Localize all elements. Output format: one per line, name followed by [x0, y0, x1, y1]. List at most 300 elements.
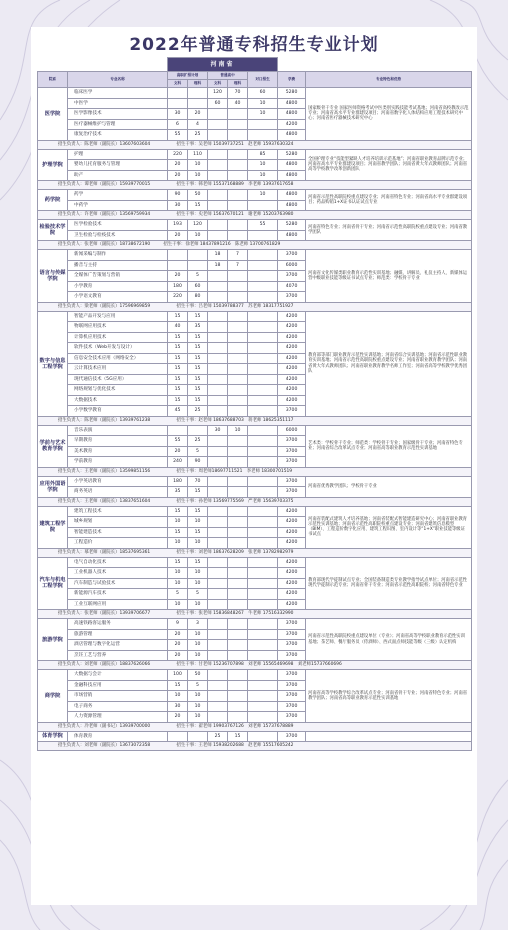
plan-cell: 10 — [168, 568, 188, 579]
plan-cell: 120 — [188, 220, 208, 231]
major-cell: 助产 — [68, 170, 168, 181]
plan-cell — [208, 680, 228, 691]
fee-cell: 4800 — [278, 190, 306, 201]
plan-cell — [248, 701, 278, 712]
table-row — [38, 149, 472, 160]
plan-cell — [208, 506, 228, 517]
fee-cell: 5280 — [278, 220, 306, 231]
major-cell: 酒店管理与数字化运营 — [68, 640, 168, 651]
major-cell: 工业机器人技术 — [68, 568, 168, 579]
major-cell: 卫生检验与检疫技术 — [68, 230, 168, 241]
plan-cell — [248, 457, 278, 468]
contact-info: 招生负责人：陈老师（副院长）13939761238 招生干事：赵老师 18637688703 蒋老师 18625351117 — [38, 416, 472, 425]
fee-cell: 4200 — [278, 557, 306, 568]
major-cell: 烹饪工艺与营养 — [68, 650, 168, 661]
plan-cell: 3 — [188, 619, 208, 630]
fee-cell: 6000 — [278, 425, 306, 436]
plan-cell — [208, 517, 228, 528]
fee-cell: 3700 — [278, 680, 306, 691]
plan-cell: 10 — [188, 160, 208, 171]
plan-cell — [228, 160, 248, 171]
plan-cell — [248, 271, 278, 282]
fee-cell: 4200 — [278, 343, 306, 354]
contact-info: 招生负责人：王老师（副院长）13837651604 招生干事：孙老师 13569775569 严老师 15639703375 — [38, 497, 472, 506]
plan-cell: 180 — [168, 281, 188, 292]
plan-cell: 40 — [168, 322, 188, 333]
sub-header: 文科 — [168, 80, 188, 88]
features-cell: 全国护理专业“技能型紧缺人才培养培训示范基地”；河南省职业教育品牌示范专业；河南省高水平专业群建设项目；河南省教学团队；河南省黄大年式教师团队；河南省高等学校教学改革创新团队 — [306, 149, 472, 181]
fee-cell: 4200 — [278, 332, 306, 343]
fee-cell: 3700 — [278, 629, 306, 640]
plan-cell — [228, 220, 248, 231]
plan-cell — [228, 130, 248, 141]
fee-cell: 4800 — [278, 230, 306, 241]
plan-cell: 40 — [228, 98, 248, 109]
plan-cell — [228, 457, 248, 468]
plan-cell — [228, 640, 248, 651]
college-cell: 药学院 — [38, 190, 68, 211]
plan-cell — [208, 281, 228, 292]
college-cell: 检验技术学院 — [38, 220, 68, 241]
major-cell: 金融科技应用 — [68, 680, 168, 691]
plan-cell: 10 — [188, 691, 208, 702]
major-cell: 高速铁路客运服务 — [68, 619, 168, 630]
college-cell: 护理学院 — [38, 149, 68, 181]
major-cell: 学前教育 — [68, 457, 168, 468]
plan-cell — [248, 250, 278, 261]
plan-cell: 15 — [228, 731, 248, 742]
major-cell: 音乐表演 — [68, 425, 168, 436]
plan-cell — [248, 731, 278, 742]
plan-cell — [228, 670, 248, 681]
plan-cell: 60 — [188, 281, 208, 292]
contact-info: 招生负责人：许老师（副院长）13569759934 招生干事：史老师 15637670121 谢老师 15203763980 — [38, 211, 472, 220]
plan-cell: 5 — [188, 271, 208, 282]
plan-cell: 15 — [188, 353, 208, 364]
plan-cell — [168, 88, 188, 99]
plan-cell — [208, 385, 228, 396]
fee-cell: 4200 — [278, 374, 306, 385]
college-cell: 医学院 — [38, 88, 68, 141]
plan-cell: 25 — [188, 406, 208, 417]
sub-header: 文科 — [208, 80, 228, 88]
contact-row — [38, 467, 472, 476]
plan-cell — [168, 260, 188, 271]
major-header: 专业名称 — [68, 72, 168, 88]
plan-cell: 18 — [208, 260, 228, 271]
fee-cell: 3700 — [278, 250, 306, 261]
plan-cell — [248, 364, 278, 375]
major-cell: 建筑工程技术 — [68, 506, 168, 517]
major-cell: 早期教育 — [68, 436, 168, 447]
plan-cell — [248, 322, 278, 333]
plan-cell — [208, 527, 228, 538]
major-cell: 康复治疗技术 — [68, 130, 168, 141]
plan-cell: 10 — [188, 712, 208, 723]
contact-row — [38, 742, 472, 751]
plan-cell — [188, 250, 208, 261]
fee-cell: 3700 — [278, 691, 306, 702]
plan-cell — [228, 701, 248, 712]
plan-cell — [248, 557, 278, 568]
college-cell: 建筑工程学院 — [38, 506, 68, 548]
plan-cell: 30 — [208, 425, 228, 436]
plan-cell — [228, 629, 248, 640]
plan-cell: 10 — [188, 517, 208, 528]
plan-cell — [228, 680, 248, 691]
plan-cell — [228, 619, 248, 630]
fee-cell: 3700 — [278, 712, 306, 723]
features-header: 专业特色和优势 — [306, 72, 472, 88]
major-cell: 播音与主持 — [68, 260, 168, 271]
plan-cell: 15 — [188, 527, 208, 538]
plan-cell — [228, 281, 248, 292]
plan-cell: 20 — [168, 629, 188, 640]
plan-cell: 15 — [168, 506, 188, 517]
plan-cell — [208, 395, 228, 406]
plan-cell — [188, 260, 208, 271]
contact-row — [38, 497, 472, 506]
plan-cell: 45 — [168, 406, 188, 417]
plan-cell: 10 — [168, 517, 188, 528]
plan-cell — [248, 650, 278, 661]
fee-cell: 3700 — [278, 619, 306, 630]
major-cell: 医学影像技术 — [68, 109, 168, 120]
plan-cell: 15 — [188, 395, 208, 406]
plan-cell: 5 — [188, 589, 208, 600]
major-cell: 软件技术（Web开发与设计） — [68, 343, 168, 354]
plan-cell: 15 — [168, 527, 188, 538]
plan-cell — [208, 230, 228, 241]
plan-cell — [228, 517, 248, 528]
plan-cell: 10 — [188, 640, 208, 651]
plan-cell: 30 — [168, 200, 188, 211]
general-group-header: 普通高中 — [208, 72, 248, 80]
plan-cell: 10 — [188, 538, 208, 549]
plan-cell: 15 — [168, 374, 188, 385]
table-row — [38, 190, 472, 201]
page-title: 2022年普通专科招生专业计划 — [129, 35, 379, 55]
major-cell: 新能源汽车技术 — [68, 589, 168, 600]
fee-cell: 4800 — [278, 200, 306, 211]
plan-cell: 60 — [208, 98, 228, 109]
fee-cell: 5280 — [278, 149, 306, 160]
plan-cell — [168, 731, 188, 742]
fee-cell: 4200 — [278, 385, 306, 396]
fee-cell: 4200 — [278, 311, 306, 322]
fee-cell: 3700 — [278, 731, 306, 742]
plan-cell — [208, 691, 228, 702]
contact-row — [38, 302, 472, 311]
plan-cell: 10 — [188, 568, 208, 579]
plan-cell — [228, 292, 248, 303]
major-cell: 大数据技术 — [68, 395, 168, 406]
plan-cell: 60 — [248, 88, 278, 99]
major-cell: 工业互联网应用 — [68, 599, 168, 610]
fee-cell: 4800 — [278, 98, 306, 109]
plan-cell — [168, 250, 188, 261]
plan-cell: 15 — [168, 385, 188, 396]
major-cell: 物联网应用技术 — [68, 322, 168, 333]
plan-cell — [248, 629, 278, 640]
fee-cell: 3700 — [278, 457, 306, 468]
plan-cell — [208, 149, 228, 160]
table-row — [38, 557, 472, 568]
contact-row — [38, 241, 472, 250]
plan-cell: 15 — [168, 364, 188, 375]
plan-cell — [248, 487, 278, 498]
fee-cell: 4200 — [278, 322, 306, 333]
plan-cell: 15 — [188, 311, 208, 322]
college-cell: 语言与传媒学院 — [38, 250, 68, 303]
major-cell: 体育教育 — [68, 731, 168, 742]
contact-row — [38, 661, 472, 670]
plan-cell — [208, 190, 228, 201]
plan-cell — [208, 109, 228, 120]
plan-cell: 6 — [168, 119, 188, 130]
combined-group-header: 对口招生 — [248, 72, 278, 88]
major-cell: 商务英语 — [68, 487, 168, 498]
plan-cell — [188, 88, 208, 99]
major-cell: 中药学 — [68, 200, 168, 211]
plan-cell — [228, 353, 248, 364]
major-cell: 电气自动化技术 — [68, 557, 168, 568]
plan-cell: 90 — [168, 190, 188, 201]
plan-cell — [208, 311, 228, 322]
features-cell: 艺术类：学校骨干专业；师范类：学校骨干专业；国家级骨干专业；河南省特色专业；河南省综合改革试点专业；河南省高等职业教育示范性实训基地 — [306, 425, 472, 467]
plan-cell: 15 — [168, 353, 188, 364]
fee-cell: 3700 — [278, 436, 306, 447]
plan-cell — [208, 406, 228, 417]
plan-cell — [208, 599, 228, 610]
features-cell: 国家级骨干专业 国家医师资格考试中医类别实践技能考试基地；河南省高校教改示范专业；河南省高水平专业群建设项目；河南省数字化人体结构应用工程技术研究中心；河南省医疗器械技术研究中心 — [306, 88, 472, 141]
plan-cell: 5 — [188, 680, 208, 691]
plan-cell — [248, 506, 278, 517]
fee-cell: 4200 — [278, 517, 306, 528]
fee-cell: 4800 — [278, 170, 306, 181]
plan-cell — [248, 292, 278, 303]
plan-cell — [208, 220, 228, 231]
plan-cell — [208, 557, 228, 568]
plan-cell — [248, 599, 278, 610]
plan-cell: 20 — [168, 170, 188, 181]
contact-row — [38, 181, 472, 190]
plan-cell — [248, 640, 278, 651]
plan-cell: 15 — [188, 374, 208, 385]
plan-cell — [208, 487, 228, 498]
plan-cell: 50 — [188, 190, 208, 201]
fee-cell: 3700 — [278, 406, 306, 417]
fee-cell: 3700 — [278, 701, 306, 712]
plan-cell: 180 — [168, 476, 188, 487]
plan-cell: 120 — [208, 88, 228, 99]
plan-cell: 110 — [188, 149, 208, 160]
plan-cell: 10 — [188, 578, 208, 589]
plan-cell — [248, 589, 278, 600]
plan-cell — [248, 130, 278, 141]
plan-cell — [208, 332, 228, 343]
fee-cell: 4200 — [278, 527, 306, 538]
contact-info: 招生负责人：张老师（副院长）18738672190 招生干事：徐老师 18437891216 陈老师 13700761829 — [38, 241, 472, 250]
features-cell: 河南省特色专业；河南省骨干专业；河南省示范性高职院校重点建设专业；河南省教学团队 — [306, 220, 472, 241]
college-cell: 体育学院 — [38, 731, 68, 742]
fee-cell: 4200 — [278, 589, 306, 600]
plan-cell — [208, 476, 228, 487]
plan-cell — [248, 680, 278, 691]
major-cell: 医疗器械维护与管理 — [68, 119, 168, 130]
plan-cell — [168, 425, 188, 436]
fee-cell: 4200 — [278, 353, 306, 364]
fee-cell: 4200 — [278, 364, 306, 375]
plan-cell — [208, 457, 228, 468]
plan-cell — [248, 230, 278, 241]
major-cell: 美术教育 — [68, 446, 168, 457]
plan-cell — [248, 446, 278, 457]
plan-cell: 10 — [248, 98, 278, 109]
major-cell: 护理 — [68, 149, 168, 160]
plan-cell — [228, 385, 248, 396]
plan-cell: 220 — [168, 292, 188, 303]
plan-cell — [208, 353, 228, 364]
major-cell: 智能建造技术 — [68, 527, 168, 538]
plan-cell: 55 — [168, 436, 188, 447]
plan-cell — [208, 589, 228, 600]
major-cell: 大数据与会计 — [68, 670, 168, 681]
sub-header: 理科 — [188, 80, 208, 88]
major-cell: 药学 — [68, 190, 168, 201]
plan-cell — [208, 200, 228, 211]
plan-cell: 10 — [188, 650, 208, 661]
plan-cell — [228, 446, 248, 457]
fee-cell: 3700 — [278, 292, 306, 303]
plan-cell: 10 — [168, 578, 188, 589]
plan-cell: 10 — [248, 170, 278, 181]
plan-cell — [228, 589, 248, 600]
plan-cell: 10 — [168, 691, 188, 702]
contact-info: 招生负责人：陈老师（副院长）13607603604 招生干事：吴老师 15039737251 赵老师 15937630324 — [38, 140, 472, 149]
plan-cell: 193 — [168, 220, 188, 231]
plan-cell — [248, 568, 278, 579]
province-header: 河南省 — [168, 58, 278, 72]
enrollment-plan-document — [31, 27, 477, 905]
plan-cell: 15 — [168, 395, 188, 406]
plan-cell: 10 — [248, 160, 278, 171]
plan-cell — [208, 629, 228, 640]
plan-cell — [228, 487, 248, 498]
plan-cell — [228, 568, 248, 579]
plan-cell — [208, 119, 228, 130]
table-row — [38, 506, 472, 517]
plan-cell — [248, 619, 278, 630]
plan-cell: 7 — [228, 260, 248, 271]
plan-cell — [208, 343, 228, 354]
major-cell: 小学教育 — [68, 281, 168, 292]
plan-cell: 10 — [248, 109, 278, 120]
plan-cell — [208, 364, 228, 375]
plan-cell — [228, 650, 248, 661]
plan-cell — [188, 425, 208, 436]
plan-cell — [208, 446, 228, 457]
plan-cell: 15 — [188, 364, 208, 375]
plan-cell — [208, 271, 228, 282]
contact-row — [38, 211, 472, 220]
table-row — [38, 425, 472, 436]
plan-cell — [208, 130, 228, 141]
plan-cell — [228, 712, 248, 723]
college-cell: 汽车与机电工程学院 — [38, 557, 68, 610]
major-cell: 现代通信技术（5G应用） — [68, 374, 168, 385]
plan-cell — [248, 260, 278, 271]
features-cell: 河南省示范性高职院校重点建设单位（专业）；河南省高等学校职业教育示范性实训基地；茶艺师、餐厅服务员（侍酒师）、西式面点师技能等级（三级）认定机构 — [306, 619, 472, 661]
plan-cell: 25 — [188, 436, 208, 447]
major-cell: 云计算技术应用 — [68, 364, 168, 375]
plan-cell: 20 — [168, 640, 188, 651]
college-cell: 学前与艺术教育学院 — [38, 425, 68, 467]
plan-cell — [208, 292, 228, 303]
plan-cell — [248, 353, 278, 364]
enrollment-table — [37, 57, 472, 751]
fee-cell: 3700 — [278, 487, 306, 498]
plan-cell — [248, 281, 278, 292]
features-cell: 河南省文化传媒类职业教育示范性实训基地；融媒、讲解员、礼仪主持人、新媒体运营中级职业技能等级证书试点专业；师范类：学校骨干专业 — [306, 250, 472, 303]
plan-cell — [208, 670, 228, 681]
plan-cell — [248, 425, 278, 436]
college-cell: 商学院 — [38, 670, 68, 723]
college-cell: 应用外国语学院 — [38, 476, 68, 497]
fee-cell: 4200 — [278, 119, 306, 130]
plan-cell — [228, 343, 248, 354]
plan-cell: 100 — [168, 670, 188, 681]
major-cell: 小学数学教育 — [68, 406, 168, 417]
plan-cell: 50 — [188, 670, 208, 681]
fee-cell: 3700 — [278, 476, 306, 487]
fee-cell: 5280 — [278, 88, 306, 99]
fee-cell: 4800 — [278, 109, 306, 120]
major-cell: 中医学 — [68, 98, 168, 109]
plan-cell — [228, 557, 248, 568]
major-cell: 城乡规划 — [68, 517, 168, 528]
plan-cell: 15 — [188, 385, 208, 396]
plan-cell: 10 — [248, 190, 278, 201]
plan-cell — [248, 343, 278, 354]
fee-cell: 4070 — [278, 281, 306, 292]
plan-cell — [228, 230, 248, 241]
plan-cell: 70 — [188, 476, 208, 487]
plan-cell: 9 — [168, 619, 188, 630]
contact-row — [38, 548, 472, 557]
plan-cell — [208, 170, 228, 181]
plan-cell — [228, 200, 248, 211]
plan-cell: 30 — [168, 701, 188, 712]
table-row — [38, 619, 472, 630]
plan-cell — [248, 436, 278, 447]
plan-cell — [228, 332, 248, 343]
plan-cell: 15 — [188, 557, 208, 568]
major-cell: 计算机应用技术 — [68, 332, 168, 343]
plan-cell — [228, 271, 248, 282]
plan-cell — [208, 374, 228, 385]
major-cell: 医学检验技术 — [68, 220, 168, 231]
plan-cell — [248, 119, 278, 130]
plan-cell — [248, 311, 278, 322]
contact-row — [38, 610, 472, 619]
features-cell: 河南省示范性高职院校重点建设专业；河南省特色专业；河南省高水平专业群建设项目；药品购销1+X证书认证试点专业 — [306, 190, 472, 211]
sub-header: 理科 — [228, 80, 248, 88]
fee-cell: 3700 — [278, 446, 306, 457]
table-row — [38, 476, 472, 487]
plan-cell: 55 — [248, 220, 278, 231]
plan-cell — [228, 578, 248, 589]
